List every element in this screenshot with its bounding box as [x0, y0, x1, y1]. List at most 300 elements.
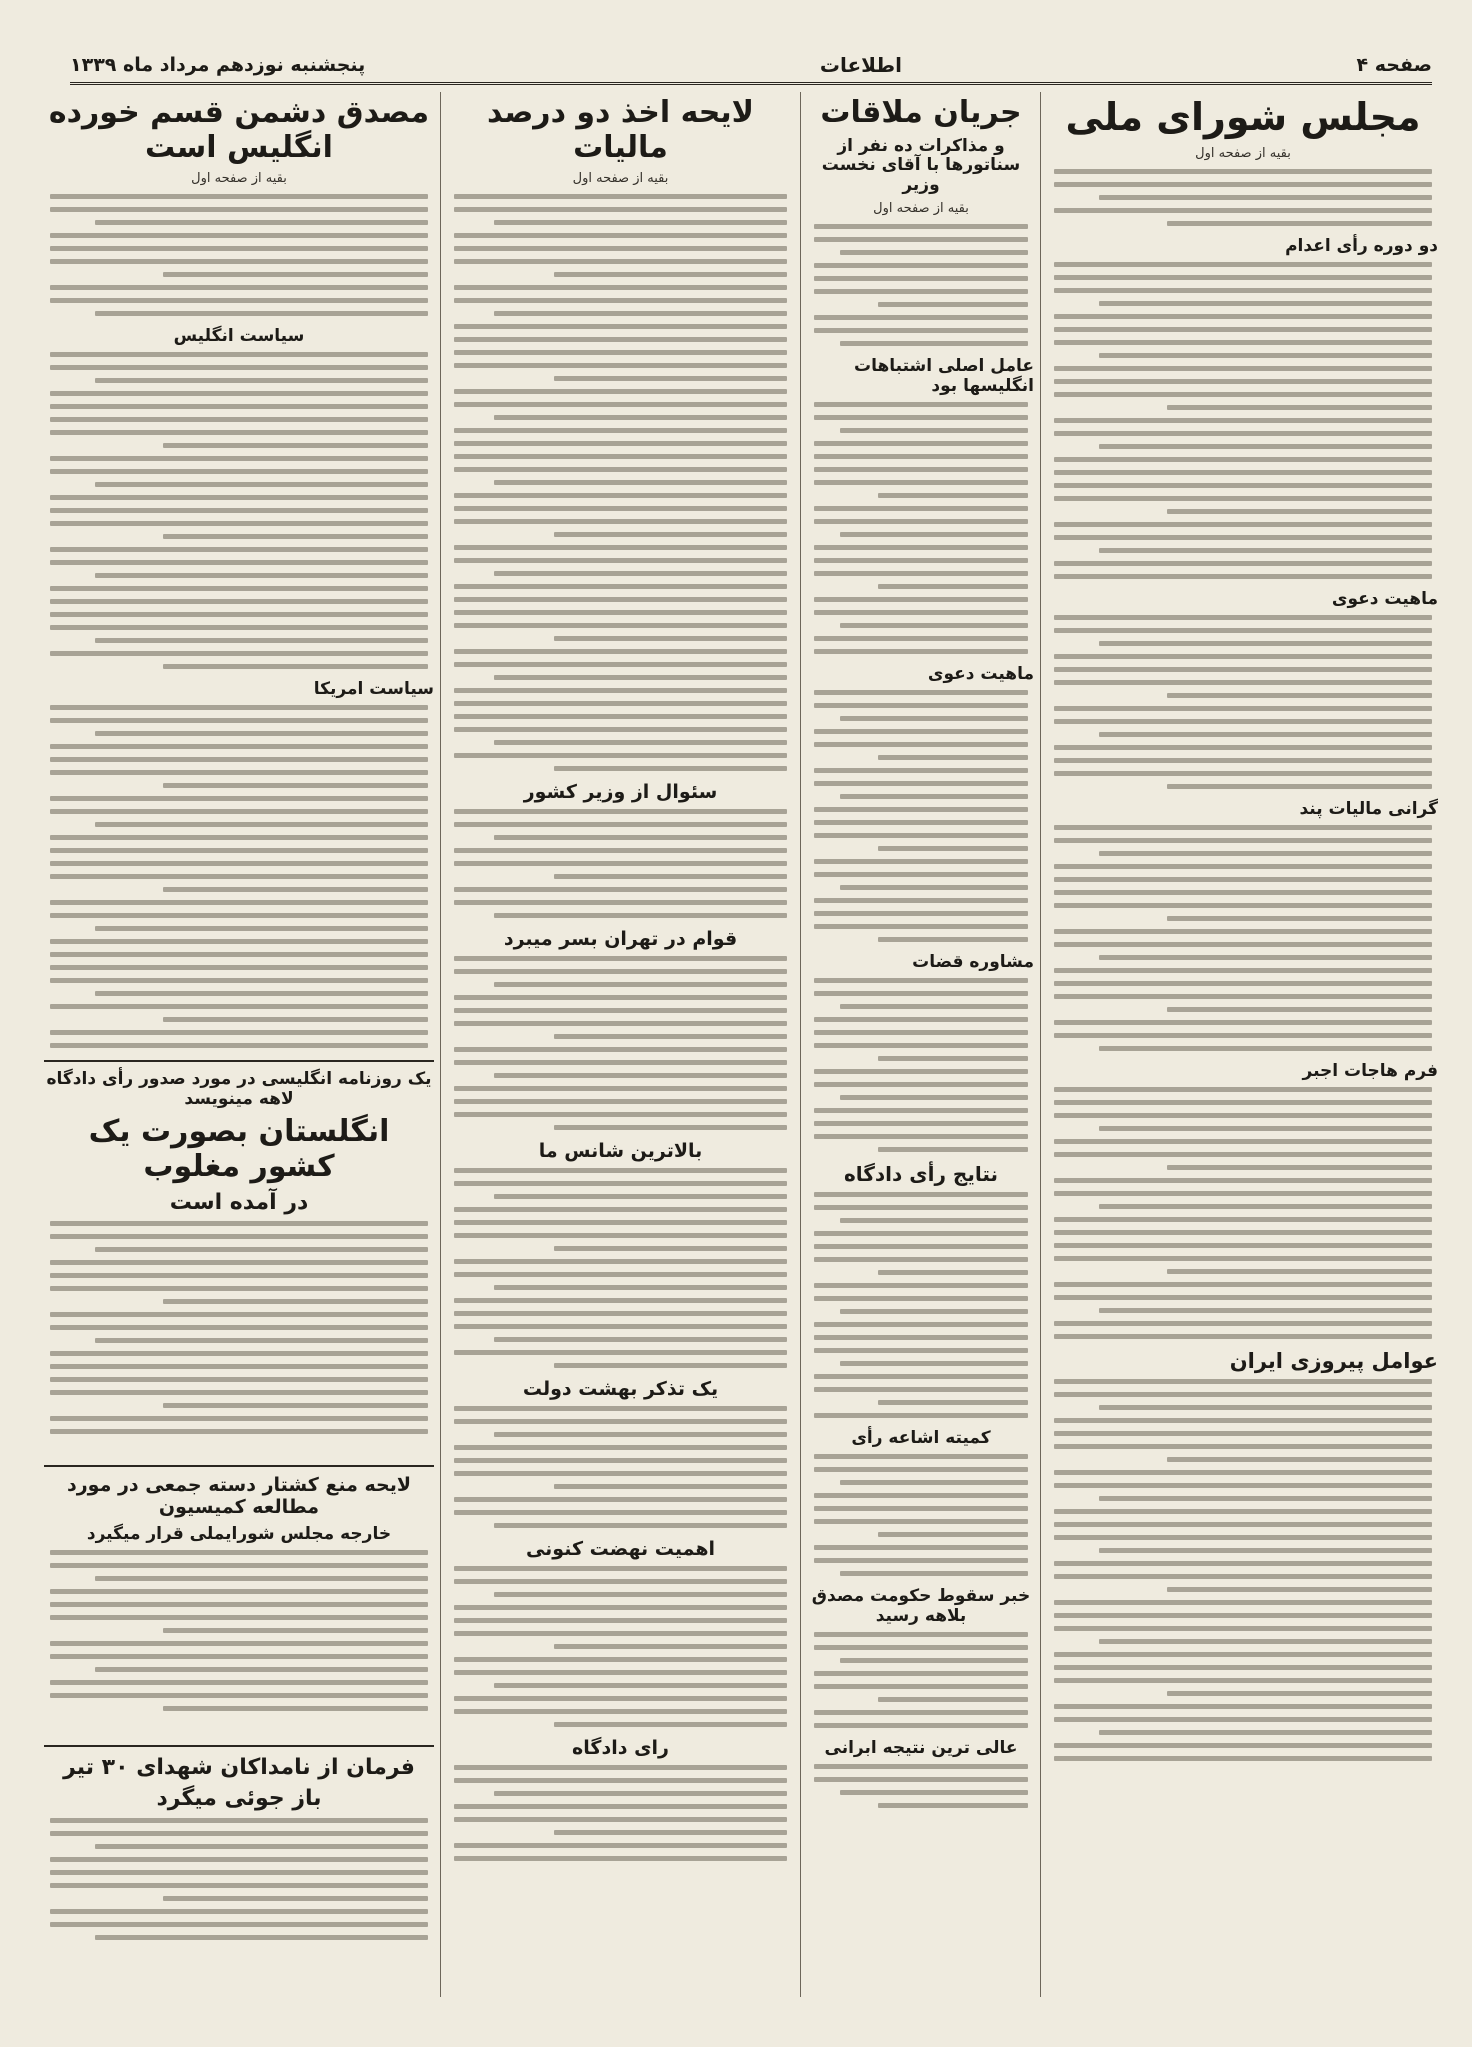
- text-line: [454, 1579, 787, 1584]
- text-line: [1054, 431, 1432, 436]
- text-line: [1054, 1230, 1432, 1235]
- article-headline: لایحه اخذ دو درصد مالیات: [486, 95, 754, 165]
- text-line: [454, 194, 787, 199]
- text-line: [814, 545, 1028, 550]
- text-line: [454, 1510, 787, 1515]
- article-subhead: باز جوئی میگرد: [156, 1786, 322, 1812]
- text-line: [1054, 1600, 1432, 1605]
- text-line: [454, 467, 787, 472]
- text-line: [454, 584, 787, 589]
- text-line: [878, 1270, 1028, 1275]
- text-line: [1167, 509, 1432, 514]
- article-mosaddegh: [44, 92, 434, 1052]
- text-line: [1099, 641, 1432, 646]
- text-line: [454, 995, 787, 1000]
- text-line: [50, 586, 428, 591]
- text-line: [50, 651, 428, 656]
- text-line: [814, 454, 1028, 459]
- text-line: [1054, 1444, 1432, 1449]
- section-heading: قوام در تهران بسر میبرد: [503, 928, 738, 950]
- text-line: [814, 911, 1028, 916]
- text-line: [95, 573, 428, 578]
- text-line: [814, 1493, 1028, 1498]
- article-kicker: یک روزنامه انگلیسی در مورد صدور رأی دادگاه لاهه مینویسد: [46, 1069, 432, 1109]
- text-line: [50, 233, 428, 238]
- text-line: [50, 744, 428, 749]
- article-body: [448, 1168, 793, 1368]
- text-line: [454, 1220, 787, 1225]
- text-line: [50, 456, 428, 461]
- text-line: [814, 1467, 1028, 1472]
- text-line: [494, 913, 787, 918]
- text-line: [95, 638, 428, 643]
- text-line: [454, 1259, 787, 1264]
- text-line: [454, 493, 787, 498]
- article-body: [1048, 262, 1438, 579]
- text-line: [454, 1324, 787, 1329]
- text-line: [454, 753, 787, 758]
- text-line: [840, 341, 1028, 346]
- text-line: [454, 649, 787, 654]
- text-line: [50, 1870, 428, 1875]
- text-line: [1054, 1756, 1432, 1761]
- text-line: [814, 1069, 1028, 1074]
- text-line: [163, 1403, 428, 1408]
- text-line: [494, 1337, 787, 1342]
- text-line: [814, 402, 1028, 407]
- page-number: صفحه ۴: [1356, 54, 1432, 76]
- text-line: [1099, 851, 1432, 856]
- text-line: [1054, 1613, 1432, 1618]
- text-line: [454, 1765, 787, 1770]
- text-line: [50, 1922, 428, 1927]
- text-line: [494, 1073, 787, 1078]
- article-body: [1048, 1087, 1438, 1339]
- text-line: [454, 298, 787, 303]
- section-heading: ماهیت دعوی: [1331, 588, 1438, 609]
- text-line: [1099, 1405, 1432, 1410]
- text-line: [1054, 654, 1432, 659]
- text-line: [814, 924, 1028, 929]
- text-line: [494, 1194, 787, 1199]
- text-line: [1054, 771, 1432, 776]
- text-line: [494, 1592, 787, 1597]
- text-line: [1054, 758, 1432, 763]
- text-line: [494, 1432, 787, 1437]
- section-heading: گرانی مالیات پند: [1299, 798, 1438, 819]
- text-line: [814, 1558, 1028, 1563]
- text-line: [1099, 1308, 1432, 1313]
- text-line: [814, 1671, 1028, 1676]
- text-line: [454, 1804, 787, 1809]
- text-line: [1167, 1587, 1432, 1592]
- text-line: [454, 1657, 787, 1662]
- text-line: [1054, 942, 1432, 947]
- article-hague-ruling: [44, 1060, 434, 1442]
- article-body: [1048, 169, 1438, 226]
- text-line: [1054, 968, 1432, 973]
- text-line: [1054, 1418, 1432, 1423]
- text-line: [814, 571, 1028, 576]
- article-body: [44, 1221, 434, 1442]
- text-line: [1099, 1126, 1432, 1131]
- text-line: [878, 584, 1028, 589]
- article-subhead: در آمده است: [169, 1190, 309, 1216]
- text-line: [50, 1831, 428, 1836]
- text-line: [454, 1709, 787, 1714]
- text-line: [1054, 719, 1432, 724]
- text-line: [1054, 890, 1432, 895]
- text-line: [554, 1246, 787, 1251]
- text-line: [454, 1060, 787, 1065]
- text-line: [554, 272, 787, 277]
- text-line: [1099, 732, 1432, 737]
- text-line: [454, 1181, 787, 1186]
- continued-note: بقیه از صفحه اول: [1195, 145, 1291, 161]
- text-line: [454, 363, 787, 368]
- text-line: [1054, 535, 1432, 540]
- text-line: [840, 1571, 1028, 1576]
- text-line: [50, 1680, 428, 1685]
- text-line: [814, 441, 1028, 446]
- text-line: [454, 1419, 787, 1424]
- text-line: [814, 1296, 1028, 1301]
- text-line: [1054, 340, 1432, 345]
- text-line: [814, 610, 1028, 615]
- text-line: [95, 378, 428, 383]
- text-line: [814, 558, 1028, 563]
- text-line: [163, 534, 428, 539]
- text-line: [454, 428, 787, 433]
- text-line: [1054, 1295, 1432, 1300]
- text-line: [50, 599, 428, 604]
- text-line: [50, 560, 428, 565]
- text-line: [454, 1112, 787, 1117]
- text-line: [1054, 1652, 1432, 1657]
- text-line: [454, 246, 787, 251]
- text-line: [814, 1710, 1028, 1715]
- text-line: [50, 757, 428, 762]
- text-line: [814, 649, 1028, 654]
- text-line: [50, 1260, 428, 1265]
- text-line: [840, 1218, 1028, 1223]
- text-line: [1054, 1256, 1432, 1261]
- text-line: [1167, 1165, 1432, 1170]
- text-line: [1099, 195, 1432, 200]
- text-line: [50, 1909, 428, 1914]
- text-line: [454, 519, 787, 524]
- text-line: [814, 224, 1028, 229]
- section-heading: سیاست امریکا: [313, 679, 434, 699]
- text-line: [50, 705, 428, 710]
- text-line: [454, 1086, 787, 1091]
- text-line: [1054, 1704, 1432, 1709]
- text-line: [494, 982, 787, 987]
- text-line: [454, 1233, 787, 1238]
- text-line: [494, 740, 787, 745]
- text-line: [814, 1387, 1028, 1392]
- text-line: [1054, 1282, 1432, 1287]
- text-line: [1167, 693, 1432, 698]
- continued-note: بقیه از صفحه اول: [572, 171, 669, 186]
- text-line: [1054, 1152, 1432, 1157]
- text-line: [50, 952, 428, 957]
- article-headline: فرمان از نامداکان شهدای ۳۰ تیر: [63, 1755, 415, 1780]
- text-line: [454, 1406, 787, 1411]
- text-line: [163, 887, 428, 892]
- text-line: [494, 415, 787, 420]
- text-line: [50, 1221, 428, 1226]
- text-line: [1054, 1020, 1432, 1025]
- text-line: [50, 1390, 428, 1395]
- text-line: [554, 1034, 787, 1039]
- text-line: [50, 1364, 428, 1369]
- article-30-tir: [44, 1745, 434, 1997]
- text-line: [50, 1602, 428, 1607]
- text-line: [454, 350, 787, 355]
- text-line: [95, 1667, 428, 1672]
- text-line: [814, 781, 1028, 786]
- text-line: [454, 558, 787, 563]
- article-body: [448, 194, 793, 771]
- section-heading: خبر سقوط حکومت مصدق بلاهه رسید: [811, 1586, 1031, 1627]
- text-line: [878, 846, 1028, 851]
- text-line: [50, 612, 428, 617]
- text-line: [163, 664, 428, 669]
- text-line: [814, 1519, 1028, 1524]
- text-line: [1054, 615, 1432, 620]
- text-line: [50, 1589, 428, 1594]
- text-line: [454, 1817, 787, 1822]
- text-line: [840, 428, 1028, 433]
- article-body: [808, 1192, 1034, 1418]
- text-line: [494, 1791, 787, 1796]
- text-line: [814, 742, 1028, 747]
- text-line: [454, 506, 787, 511]
- text-line: [814, 1777, 1028, 1782]
- article-body: [44, 1818, 434, 1940]
- text-line: [50, 430, 428, 435]
- text-line: [1054, 680, 1432, 685]
- text-line: [1099, 353, 1432, 358]
- text-line: [50, 1416, 428, 1421]
- text-line: [50, 796, 428, 801]
- text-line: [50, 913, 428, 918]
- text-line: [814, 1632, 1028, 1637]
- text-line: [878, 1803, 1028, 1808]
- section-heading: سئوال از وزیر کشور: [523, 781, 718, 803]
- section-heading: فرم هاجات اجبر: [1302, 1060, 1438, 1081]
- text-line: [454, 597, 787, 602]
- text-line: [1054, 470, 1432, 475]
- text-line: [814, 978, 1028, 983]
- text-line: [163, 1299, 428, 1304]
- text-line: [454, 969, 787, 974]
- text-line: [50, 939, 428, 944]
- text-line: [454, 714, 787, 719]
- text-line: [454, 285, 787, 290]
- text-line: [554, 1484, 787, 1489]
- text-line: [814, 991, 1028, 996]
- text-line: [1054, 169, 1432, 174]
- text-line: [95, 220, 428, 225]
- text-line: [95, 1576, 428, 1581]
- text-line: [814, 1017, 1028, 1022]
- article-body: [448, 956, 793, 1130]
- text-line: [50, 391, 428, 396]
- text-line: [814, 1108, 1028, 1113]
- text-line: [1054, 1321, 1432, 1326]
- text-line: [1054, 1678, 1432, 1683]
- text-line: [840, 1658, 1028, 1663]
- text-line: [50, 1030, 428, 1035]
- article-headline: جریان ملاقات: [820, 95, 1022, 130]
- text-line: [1167, 1269, 1432, 1274]
- text-line: [1167, 1691, 1432, 1696]
- text-line: [1054, 1113, 1432, 1118]
- text-line: [50, 1641, 428, 1646]
- text-line: [50, 298, 428, 303]
- text-line: [50, 1234, 428, 1239]
- text-line: [454, 337, 787, 342]
- text-line: [1054, 994, 1432, 999]
- text-line: [1054, 1087, 1432, 1092]
- text-line: [1054, 392, 1432, 397]
- text-line: [1054, 903, 1432, 908]
- text-line: [95, 1247, 428, 1252]
- text-line: [814, 1374, 1028, 1379]
- text-line: [1054, 574, 1432, 579]
- page-masthead: [70, 48, 1432, 85]
- text-line: [554, 376, 787, 381]
- text-line: [454, 1471, 787, 1476]
- text-line: [814, 467, 1028, 472]
- text-line: [1054, 496, 1432, 501]
- article-headline: انگلستان بصورت یک کشور مغلوب: [88, 1114, 390, 1184]
- text-line: [1054, 1743, 1432, 1748]
- text-line: [814, 1231, 1028, 1236]
- section-heading: مشاوره قضات: [912, 952, 1034, 973]
- article-headline: مجلس شورای ملی: [1065, 95, 1421, 139]
- text-line: [1167, 784, 1432, 789]
- text-line: [814, 519, 1028, 524]
- text-line: [50, 1550, 428, 1555]
- text-line: [494, 571, 787, 576]
- text-line: [494, 1523, 787, 1528]
- text-line: [454, 956, 787, 961]
- text-line: [878, 1400, 1028, 1405]
- section-heading: ماهیت دعوی: [927, 664, 1034, 685]
- text-line: [494, 835, 787, 840]
- text-line: [50, 194, 428, 199]
- text-line: [163, 783, 428, 788]
- text-line: [1054, 825, 1432, 830]
- text-line: [454, 259, 787, 264]
- text-line: [50, 835, 428, 840]
- text-line: [814, 315, 1028, 320]
- text-line: [50, 508, 428, 513]
- text-line: [50, 900, 428, 905]
- text-line: [1099, 1204, 1432, 1209]
- text-line: [454, 1311, 787, 1316]
- text-line: [814, 328, 1028, 333]
- text-line: [814, 1322, 1028, 1327]
- text-line: [1054, 1717, 1432, 1722]
- text-line: [95, 926, 428, 931]
- text-line: [814, 859, 1028, 864]
- text-line: [814, 1506, 1028, 1511]
- article-body: [1048, 1379, 1438, 1761]
- text-line: [454, 1696, 787, 1701]
- text-line: [814, 506, 1028, 511]
- text-line: [840, 1790, 1028, 1795]
- text-line: [1054, 864, 1432, 869]
- text-line: [814, 1257, 1028, 1262]
- text-line: [840, 1095, 1028, 1100]
- text-line: [454, 662, 787, 667]
- section-heading: نتایج رأی دادگاه: [843, 1162, 999, 1187]
- text-line: [1054, 1033, 1432, 1038]
- text-line: [814, 1205, 1028, 1210]
- text-line: [1099, 1639, 1432, 1644]
- text-line: [454, 1605, 787, 1610]
- text-line: [1054, 208, 1432, 213]
- text-line: [454, 1298, 787, 1303]
- text-line: [454, 1021, 787, 1026]
- article-meeting: [808, 92, 1034, 1992]
- text-line: [1054, 379, 1432, 384]
- text-line: [1099, 955, 1432, 960]
- text-line: [814, 415, 1028, 420]
- text-line: [1054, 628, 1432, 633]
- text-line: [454, 233, 787, 238]
- text-line: [494, 1285, 787, 1290]
- article-headline: مصدق دشمن قسم خورده انگلیس است: [48, 95, 430, 165]
- text-line: [814, 1645, 1028, 1650]
- text-line: [454, 887, 787, 892]
- text-line: [50, 718, 428, 723]
- text-line: [454, 822, 787, 827]
- text-line: [814, 729, 1028, 734]
- text-line: [50, 1312, 428, 1317]
- text-line: [814, 289, 1028, 294]
- text-line: [454, 623, 787, 628]
- text-line: [1054, 1334, 1432, 1339]
- text-line: [1167, 1457, 1432, 1462]
- text-line: [50, 809, 428, 814]
- text-line: [454, 1008, 787, 1013]
- article-genocide-bill: [44, 1465, 434, 1722]
- text-line: [554, 1722, 787, 1727]
- article-body: [808, 978, 1034, 1152]
- article-body: [808, 1454, 1034, 1576]
- text-line: [50, 874, 428, 879]
- text-line: [1054, 1217, 1432, 1222]
- text-line: [1054, 366, 1432, 371]
- text-line: [1054, 706, 1432, 711]
- article-body: [448, 809, 793, 918]
- text-line: [814, 820, 1028, 825]
- article-body: [1048, 825, 1438, 1051]
- text-line: [454, 545, 787, 550]
- text-line: [554, 532, 787, 537]
- text-line: [814, 597, 1028, 602]
- text-line: [50, 1286, 428, 1291]
- text-line: [1054, 667, 1432, 672]
- text-line: [1054, 288, 1432, 293]
- text-line: [554, 1125, 787, 1130]
- article-body: [44, 705, 434, 1052]
